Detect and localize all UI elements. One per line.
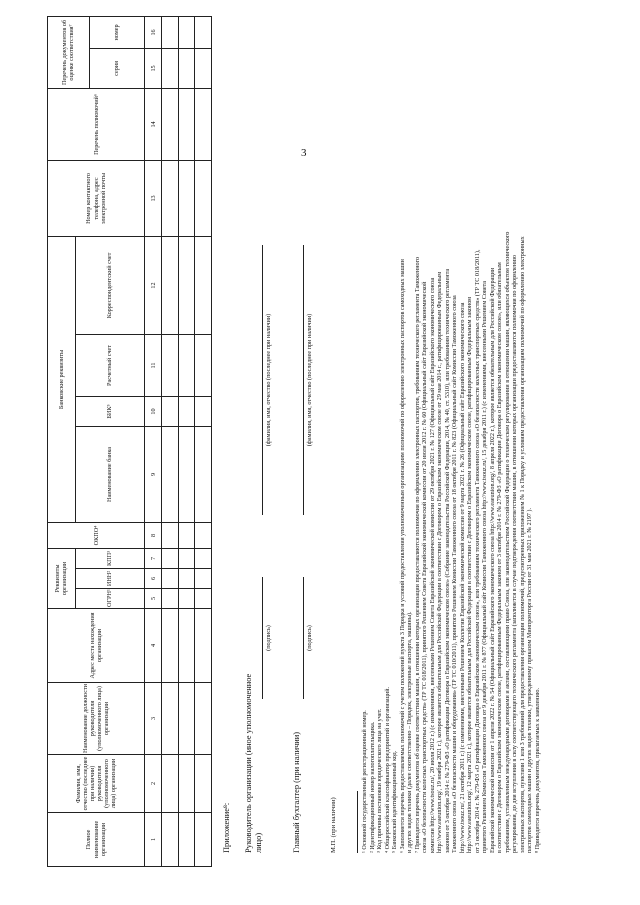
footnote: ⁴ Общероссийский классификатор предприятий и организаций.: [384, 686, 391, 853]
footnote: и других видов техники (далее соответственно – Порядок, электронные паспорта, машины).: [407, 611, 413, 853]
table-row: [178, 16, 195, 866]
col-num: 12: [145, 236, 162, 334]
footnote: http://www.eaeunion.org/, 12 марта 2021 г.), которое является обязательным для Российской Федерации в соответствии с Договором о Евразийском экономическом союзе, ратифицированным Федеральным законом: [467, 296, 473, 853]
accountant-label: Главный бухгалтер (при наличии): [292, 731, 301, 853]
footnote: регулирования, до дня вступления в силу соответствующего технического регламента (заполняется в случае подтверждения соответствия машин, в отношении которых организации предоставляются полномочия по оформлению: [512, 255, 518, 853]
head-name-line: [262, 245, 263, 515]
col-num: 8: [145, 522, 162, 548]
header-inn: ИНН²: [75, 569, 144, 589]
footnote: принятого Решением Комиссии Таможенного союза от 9 декабря 2011 г. № 877 (Официальный сайт Комиссии Таможенного союза http://www.tsouz.ru/, 15 декабря 2011 г.) (с изменениями, внесенными Решением Совета: [482, 280, 488, 853]
header-account: Расчетный счет: [75, 334, 144, 396]
header-kpp: КПП³: [75, 548, 144, 568]
col-num: 2: [145, 755, 162, 813]
footnote: ⁶ Заполняется перечень предоставляемых полномочий с учетом положений пункта 3 Порядка и условий предоставления уполномоченным организациям полномочий по оформлению электронных паспортов самоходных машин: [399, 259, 406, 853]
header-requisites: Реквизиты организации: [48, 548, 76, 608]
footnote: ⁸ Приводится перечень документов, прилагаемых к заявлению.: [534, 688, 541, 853]
footnote: в соответствии с Договором о Евразийском экономическом союзе, ратифицированным Федеральным законом от 3 октября 2014 г. № 279-ФЗ «О ратификации Договора о Евразийском экономическом союзе», или обязательным: [497, 262, 503, 853]
head-name-caption: (фамилия, имя, отчество (последнее при наличии): [265, 313, 272, 447]
header-docs-list: Перечень документов об оценке соответствия⁷: [48, 16, 90, 88]
footnote: Евразийской экономической комиссии от 1 апреля 2022 г. № 54 (Официальный сайт Евразийского экономического союза http://www.eaeunion.org/, 8 апреля 2022 г.), которое является обязательным для Российской Федерации: [489, 267, 496, 853]
col-num: 6: [145, 569, 162, 589]
header-authority: Перечень полномочий⁶: [48, 88, 145, 160]
footnote: ⁷ Приводится перечень документов об оценке соответствия машин, в отношении которых организации предоставляются полномочия по оформлению электронных паспортов, требованиям технического регламента Таможенного: [414, 256, 421, 853]
col-num: 11: [145, 334, 162, 396]
col-num: 15: [145, 48, 162, 88]
appendix-label: Приложение⁸:: [222, 802, 231, 853]
table-row: [195, 16, 212, 866]
footnote: от 3 октября 2014 г. № 279-ФЗ «О ратификации Договора о Евразийском экономическом союзе», или требованиям технического регламента Таможенного союза «О безопасности колесных транспортных средств» (ТР ТС 018/2011),: [474, 249, 481, 853]
col-num: 5: [145, 589, 162, 609]
col-num: 14: [145, 88, 162, 160]
footnote: паспортов самоходных машин и других видов техники, утвержденному приказом Минпромторга России от 31 мая 2021 г. № 2197 ).: [527, 508, 533, 853]
footnote: ⁵ Банковский идентификационный код.: [392, 750, 398, 853]
header-number: номер: [89, 16, 145, 48]
col-num: 9: [145, 426, 162, 522]
head-signature-caption: (подпись): [265, 625, 272, 651]
accountant-name-caption: (фамилия, имя, отчество (последнее при наличии): [306, 313, 313, 447]
accountant-name-line: [303, 245, 304, 515]
col-num: 16: [145, 16, 162, 48]
col-num: 3: [145, 683, 162, 755]
footnote: http://www.eaeunion.org/, 19 ноября 2021 г.), которое является обязательным для Российской Федерации в соответствии с Договором о Евразийском экономическом союзе от 29 мая 2014 г., ратифицированным Федеральным: [437, 271, 443, 853]
footnote: Таможенного союза «О безопасности машин и оборудования» (ТР ТС 010/2011), принятого Решением Комиссии Таможенного союза от 18 октября 2011 г. № 823 (Официальный сайт Комиссии Таможенного союза: [452, 295, 458, 853]
header-okpo: ОКПО⁴: [48, 522, 145, 548]
footnote: законом от 3 октября 2014 г. № 279-ФЗ «О ратификации Договора о Евразийском экономическом союзе» (Собрание законодательства Российской Федерации, 2014, № 40, ст. 5310), или требованиям технического регламента: [444, 268, 451, 853]
header-head-position: Наименование должности руководителя (уполномоченного лица) организации: [48, 683, 145, 755]
stamp-label: М.П. (при наличии): [330, 797, 337, 853]
header-contact: Номер контактного телефона, адрес электронной почты: [48, 160, 145, 236]
col-num: 4: [145, 609, 162, 683]
col-num: 13: [145, 160, 162, 236]
accountant-signature-line: [303, 577, 304, 699]
footnote-separator: [357, 791, 358, 853]
column-numbers-row: [145, 16, 162, 866]
header-head-fio: Фамилия, имя, отчество (последнее при наличии) руководителя (уполномоченного лица) организации: [48, 755, 145, 813]
footnote: ¹ Основной государственный регистрационный номер.: [362, 710, 368, 853]
footnote: ³ Код причины постановки юридического лица на учет.: [377, 708, 383, 853]
header-bik: БИК⁵: [75, 396, 144, 426]
organization-table: [47, 16, 212, 867]
footnote: http://www.tsouz.ru/, 21 октября 2011 г.) (с изменениями, внесенными Решением Коллегии Евразийской экономической комиссии от 9 марта 2021 г. № 26 (Официальный сайт Евразийского экономического союза: [459, 302, 466, 853]
header-full-name-org: Полное наименование организации: [48, 813, 145, 867]
head-signatory-label: Руководитель организации (иное уполномоченное лицо): [244, 673, 263, 853]
accountant-signature-caption: (подпись): [306, 625, 313, 651]
footnote: ² Идентификационный номер налогоплательщика.: [369, 721, 376, 853]
header-address: Адрес места нахождения организации: [48, 609, 145, 683]
header-bank-requisites: Банковские реквизиты: [48, 236, 76, 522]
header-corr-account: Корреспондентский счет: [75, 236, 144, 334]
footnote: комиссии http://www.tsouz.ru/, 20 июля 2012 г.) (с изменениями, внесенными Решением Совета Евразийской экономической комиссии от 29 октября 2021 г. № 127 (Официальный сайт Евразийского экономического союза: [429, 277, 436, 853]
footnote: союза «О безопасности колесных транспортных средств» (ТР ТС 018/2011), принятого Решением Совета Евразийской экономической комиссии от 20 июля 2012 г. № 60 (Официальный сайт Евразийской экономической: [422, 281, 428, 853]
col-num: 1: [145, 813, 162, 867]
col-num: 7: [145, 548, 162, 568]
header-series: серия: [89, 48, 145, 88]
table-row: [161, 16, 178, 866]
head-signature-line: [262, 577, 263, 699]
footnote: электронных паспортов, пунктами 1 или 3 требований для предоставления организации полномочий, предусмотренных приложением № 1 к Порядку и условиям предоставления организациям полномочий по оформлению электронных: [519, 236, 526, 853]
footnote: требованиям, установленным международными договорами и актами, составляющими право Союза, или законодательством Российской Федерации о техническом регулировании в отношении машин, являющихся объектом технического: [504, 231, 511, 853]
page-number: 3: [301, 147, 307, 159]
header-ogrn: ОГРН¹: [75, 589, 144, 609]
header-bank-name: Наименование банка: [75, 426, 144, 522]
col-num: 10: [145, 396, 162, 426]
